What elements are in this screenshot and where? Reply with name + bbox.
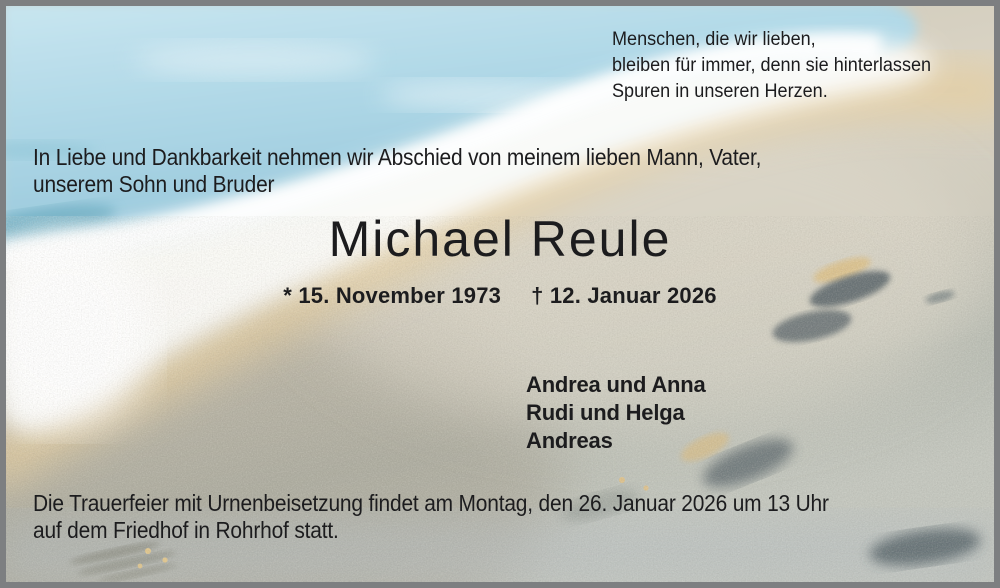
mourner-line: Andrea und Anna bbox=[526, 372, 706, 397]
mourner-line: Rudi und Helga bbox=[526, 400, 685, 425]
quote-line: Menschen, die wir lieben, bbox=[612, 29, 816, 50]
deceased-name: Michael Reule bbox=[328, 211, 672, 267]
death-date: † 12. Januar 2026 bbox=[531, 283, 717, 308]
mourner-line: Andreas bbox=[526, 428, 613, 453]
intro-line: In Liebe und Dankbarkeit nehmen wir Abschied von meinem lieben Mann, Vater, bbox=[33, 144, 762, 170]
funeral-line: Die Trauerfeier mit Urnenbeisetzung findet am Montag, den 26. Januar 2026 um 13 Uhr bbox=[33, 490, 829, 516]
birth-date: * 15. November 1973 bbox=[283, 283, 502, 308]
life-dates bbox=[0, 283, 1000, 309]
quote-line: Spuren in unseren Herzen. bbox=[612, 81, 828, 102]
memorial-quote bbox=[612, 27, 948, 105]
funeral-info bbox=[33, 490, 908, 544]
quote-line: bleiben für immer, denn sie hinterlassen bbox=[612, 55, 932, 76]
mourners-list bbox=[526, 371, 706, 455]
intro-line: unserem Sohn und Bruder bbox=[33, 171, 275, 197]
intro-text bbox=[33, 144, 833, 198]
funeral-line: auf dem Friedhof in Rohrhof statt. bbox=[33, 517, 339, 543]
